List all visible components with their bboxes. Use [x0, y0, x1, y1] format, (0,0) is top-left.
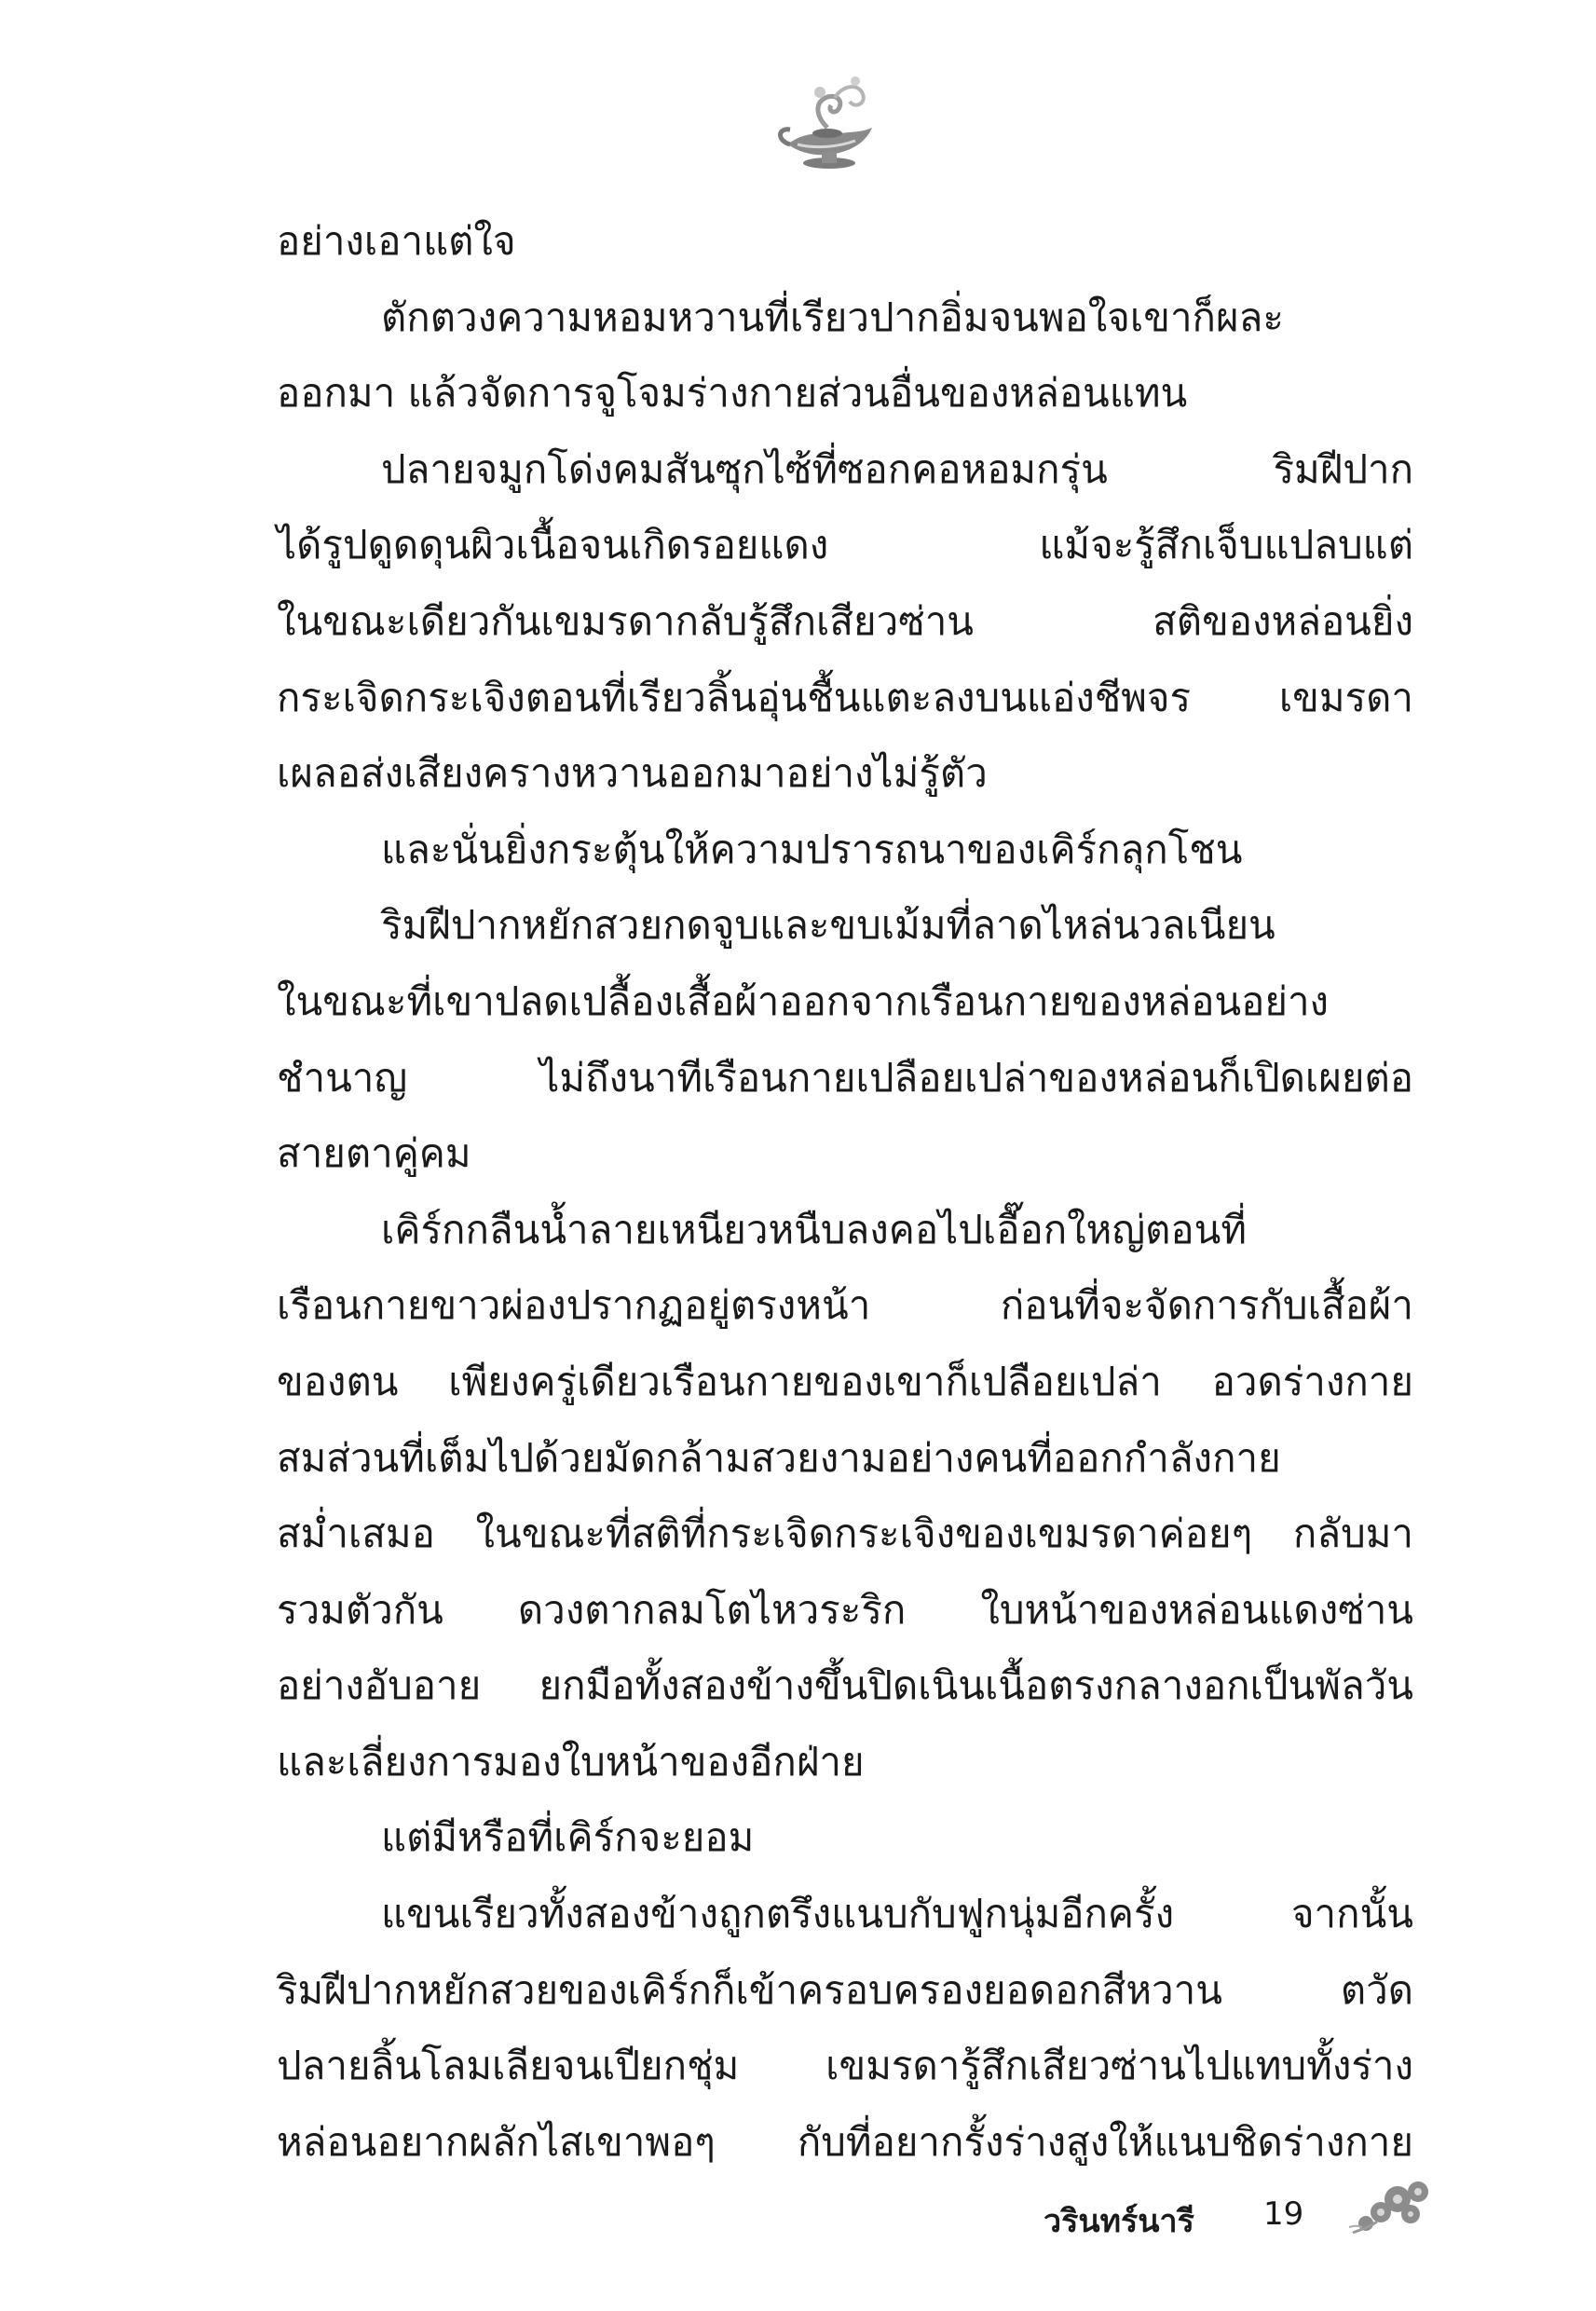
text-line: รวมตัวกัน ดวงตากลมโตไหวระริก ใบหน้าของหล่อนแดงซ่าน — [277, 1586, 1413, 1633]
text-line: ปลายลิ้นโลมเลียจนเปียกชุ่ม เขมรดารู้สึกเสียวซ่านไปแทบทั้งร่าง — [277, 2043, 1413, 2089]
text-line: และนั่นยิ่งกระตุ้นให้ความปรารถนาของเคิร์กลุกโชน — [381, 826, 1243, 872]
text-line: เคิร์กกลืนน้ำลายเหนียวหนืบลงคอไปเอื๊อกใหญ่ตอนที่ — [381, 1206, 1248, 1252]
text-line: อย่างเอาแต่ใจ — [277, 218, 516, 264]
text-line: สายตาคู่คม — [277, 1130, 471, 1177]
page-number: 19 — [1263, 2195, 1304, 2233]
text-line: ริมฝีปากหยักสวยของเคิร์กก็เข้าครอบครองยอดอกสีหวาน ตวัด — [277, 1966, 1413, 2013]
text-line: อย่างอับอาย ยกมือทั้งสองข้างขึ้นปิดเนินเนื้อตรงกลางอกเป็นพัลวัน — [277, 1662, 1413, 1709]
text-line: ตักตวงความหอมหวานที่เรียวปากอิ่มจนพอใจเขาก็ผละ — [381, 294, 1284, 340]
text-line: กระเจิดกระเจิงตอนที่เรียวลิ้นอุ่นชื้นแตะลงบนแอ่งชีพจร เขมรดา — [277, 674, 1413, 720]
text-line: เรือนกายขาวผ่องปรากฏอยู่ตรงหน้า ก่อนที่จะจัดการกับเสื้อผ้า — [277, 1282, 1413, 1329]
book-title: วรินทร์นารี — [1044, 2203, 1194, 2240]
magic-lamp-icon — [770, 70, 891, 182]
text-line: ของตน เพียงครู่เดียวเรือนกายของเขาก็เปลือยเปล่า อวดร่างกาย — [277, 1358, 1413, 1404]
text-line: และเลี่ยงการมองใบหน้าของอีกฝ่าย — [277, 1738, 865, 1785]
text-line: ในขณะเดียวกันเขมรดากลับรู้สึกเสียวซ่าน สติของหล่อนยิ่ง — [277, 597, 1413, 644]
text-line: ออกมา แล้วจัดการจูโจมร่างกายส่วนอื่นของหล่อนแทน — [277, 370, 1188, 417]
text-line: ในขณะที่เขาปลดเปลื้องเสื้อผ้าออกจากเรือนกายของหล่อนอย่าง — [277, 978, 1330, 1024]
text-line: ชำนาญ ไม่ถึงนาทีเรือนกายเปลือยเปล่าของหล่อนก็เปิดเผยต่อ — [277, 1054, 1413, 1101]
text-line: เผลอส่งเสียงครางหวานออกมาอย่างไม่รู้ตัว — [277, 750, 988, 797]
text-line: แต่มีหรือที่เคิร์กจะยอม — [381, 1814, 755, 1861]
text-line: ปลายจมูกโด่งคมสันซุกไซ้ที่ซอกคอหอมกรุ่น ริมฝีปาก — [381, 445, 1413, 492]
text-line: หล่อนอยากผลักไสเขาพอๆ กับที่อยากรั้งร่างสูงให้แนบชิดร่างกาย — [277, 2118, 1413, 2165]
text-line: สมส่วนที่เต็มไปด้วยมัดกล้ามสวยงามอย่างคนที่ออกกำลังกาย — [277, 1434, 1281, 1481]
text-line: สม่ำเสมอ ในขณะที่สติที่กระเจิดกระเจิงของเขมรดาค่อยๆ กลับมา — [277, 1511, 1413, 1557]
text-line: ได้รูปดูดดุนผิวเนื้อจนเกิดรอยแดง แม้จะรู้สึกเจ็บแปลบแต่ — [277, 522, 1413, 568]
flower-bouquet-icon — [1344, 2171, 1446, 2246]
text-line: ริมฝีปากหยักสวยกดจูบและขบเม้มที่ลาดไหล่นวลเนียน — [381, 902, 1275, 949]
page-footer — [1044, 2171, 1509, 2255]
body-text — [277, 203, 1413, 2180]
text-line: แขนเรียวทั้งสองข้างถูกตรึงแนบกับฟูกนุ่มอีกครั้ง จากนั้น — [381, 1891, 1413, 1937]
